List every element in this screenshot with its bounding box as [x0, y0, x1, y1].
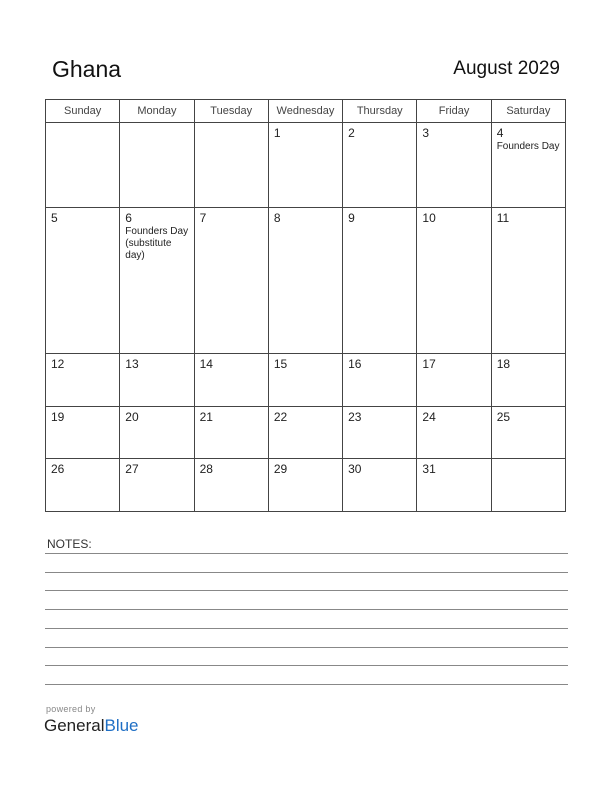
weekday-monday: Monday [120, 100, 194, 123]
day-cell [417, 406, 491, 459]
day-number: 23 [348, 409, 362, 424]
day-cell [417, 459, 491, 512]
day-cell [491, 123, 565, 208]
day-number: 8 [273, 211, 281, 226]
day-cell [417, 353, 491, 406]
day-cell [417, 123, 491, 208]
week-row-1 [46, 123, 566, 208]
day-number: 15 [273, 356, 288, 371]
holiday-label: Founders Day [496, 141, 560, 152]
holiday-label: Founders Day (substitute day) [125, 226, 189, 262]
day-number: 29 [273, 462, 288, 477]
day-cell [417, 208, 491, 354]
day-number: 2 [348, 126, 355, 140]
day-number: 11 [496, 211, 510, 226]
day-number: 12 [51, 356, 65, 371]
brand-general: General [44, 716, 105, 735]
day-number: 27 [125, 462, 139, 477]
day-cell [194, 123, 268, 208]
day-number: 20 [125, 409, 139, 424]
day-cell [194, 459, 268, 512]
note-line [45, 684, 568, 685]
weekday-saturday: Saturday [491, 100, 565, 123]
day-cell [120, 208, 194, 354]
day-cell [343, 353, 417, 406]
day-number: 1 [273, 126, 281, 140]
weekday-friday: Friday [417, 100, 491, 123]
day-cell [343, 406, 417, 459]
week-row-5 [46, 459, 566, 512]
day-cell [268, 353, 342, 406]
day-cell [46, 123, 120, 208]
day-number: 25 [496, 409, 511, 424]
day-number: 3 [422, 126, 430, 140]
month-title: August 2029 [453, 58, 560, 79]
note-line [45, 553, 568, 554]
day-cell [491, 406, 565, 459]
day-number: 28 [199, 462, 213, 477]
day-cell [343, 123, 417, 208]
day-cell [46, 353, 120, 406]
day-number: 24 [422, 409, 436, 424]
day-cell [120, 459, 194, 512]
weekday-sunday: Sunday [46, 100, 120, 123]
note-line [45, 665, 568, 666]
day-cell [268, 123, 342, 208]
day-cell [268, 406, 342, 459]
day-cell [120, 406, 194, 459]
week-row-3 [46, 353, 566, 406]
day-cell [491, 459, 565, 512]
day-cell [268, 459, 342, 512]
day-number: 14 [199, 356, 213, 371]
day-number: 16 [348, 356, 362, 371]
day-cell [343, 208, 417, 354]
day-number: 10 [422, 211, 436, 226]
notes-label: NOTES: [47, 537, 92, 551]
day-cell [194, 208, 268, 354]
day-number: 19 [51, 409, 65, 424]
day-number: 22 [273, 409, 288, 424]
powered-by-text: powered by [46, 704, 96, 714]
weekday-thursday: Thursday [343, 100, 417, 123]
day-number: 13 [125, 356, 139, 371]
day-cell [491, 208, 565, 354]
day-number: 26 [51, 462, 65, 477]
day-number: 17 [422, 356, 436, 371]
day-cell [46, 208, 120, 354]
calendar-grid [45, 99, 566, 512]
note-line [45, 647, 568, 648]
day-number: 7 [199, 211, 207, 226]
day-cell [120, 353, 194, 406]
day-number: 21 [199, 409, 213, 424]
weekday-tuesday: Tuesday [194, 100, 268, 123]
day-number: 30 [348, 462, 362, 477]
day-number: 5 [51, 211, 58, 226]
day-cell [194, 353, 268, 406]
day-cell [46, 406, 120, 459]
day-cell [343, 459, 417, 512]
week-row-2 [46, 208, 566, 354]
brand-blue: Blue [104, 716, 139, 735]
day-cell [491, 353, 565, 406]
day-number: 6 [125, 211, 132, 226]
day-cell [268, 208, 342, 354]
day-number: 18 [496, 356, 511, 371]
weekday-header-row [46, 100, 566, 123]
day-number: 9 [348, 211, 355, 226]
day-number: 31 [422, 462, 436, 477]
day-cell [46, 459, 120, 512]
generalblue-logo[interactable] [44, 716, 139, 736]
note-line [45, 628, 568, 629]
week-row-4 [46, 406, 566, 459]
day-number: 4 [496, 126, 504, 140]
note-line [45, 609, 568, 610]
day-cell [194, 406, 268, 459]
country-title: Ghana [52, 56, 122, 82]
note-line [45, 590, 568, 591]
note-line [45, 572, 568, 573]
day-cell [120, 123, 194, 208]
weekday-wednesday: Wednesday [268, 100, 342, 123]
